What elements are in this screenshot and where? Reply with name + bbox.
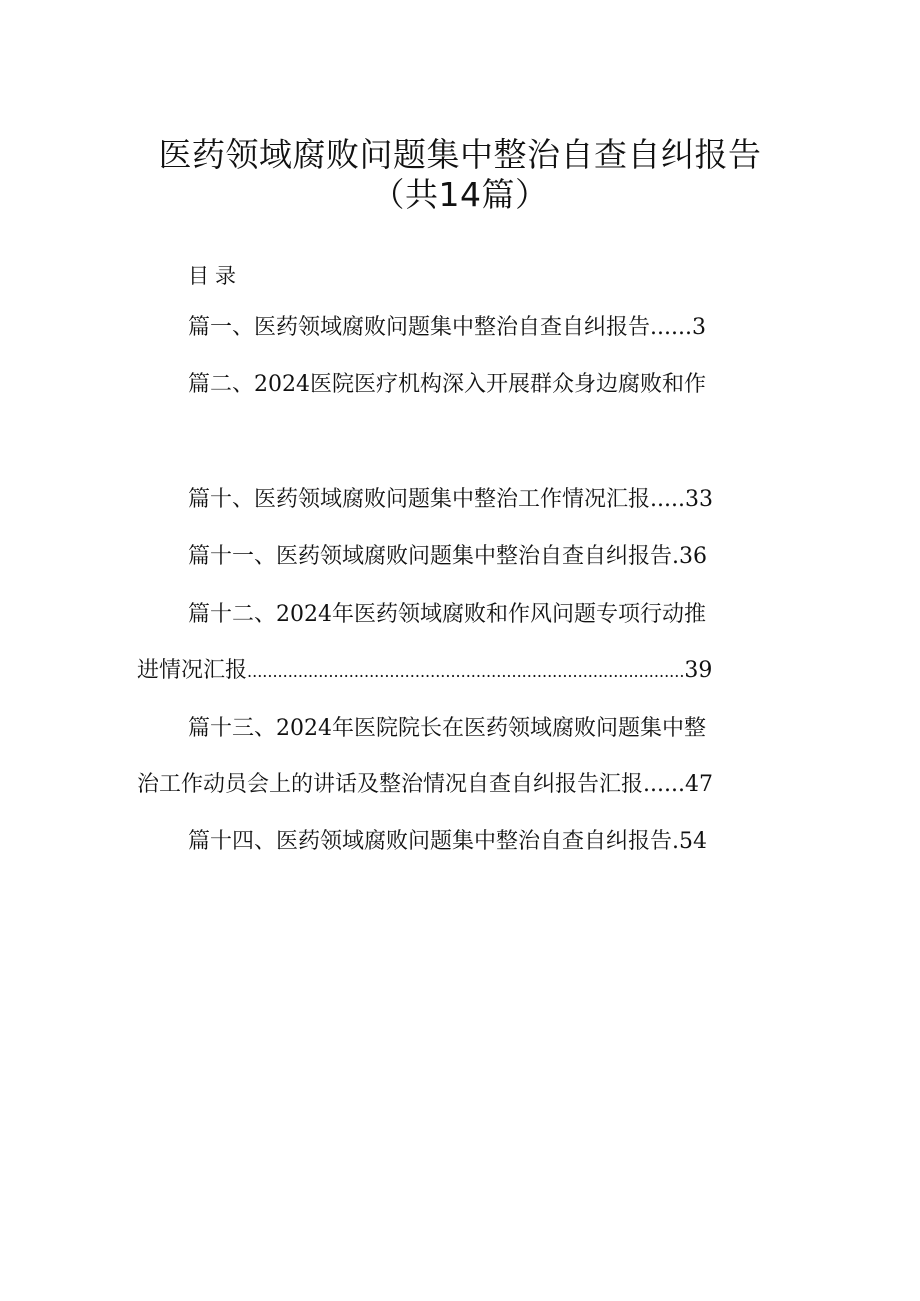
toc-entry[interactable] [188,370,706,400]
toc-entry-page: 54 [679,829,708,854]
toc-entry-leader: ...................................................................................... [247,662,685,681]
toc-entry-page: 39 [684,658,713,683]
toc-entry-text: 篇十、医药领域腐败问题集中整治工作情况汇报 [188,487,651,512]
toc-entry-text: 治工作动员会上的讲话及整治情况自查自纠报告汇报 [137,772,644,797]
toc-entry[interactable] [188,827,707,857]
toc-entry-text: 进情况汇报 [137,658,248,683]
toc-entry[interactable] [188,542,707,572]
toc-entry-page: 33 [684,487,713,512]
toc-heading: 目录 [188,264,242,288]
toc-entry-continuation[interactable] [137,770,713,800]
toc-entry-leader: . [672,829,680,854]
toc-entry[interactable] [188,485,713,515]
toc-entry-text: 篇一、医药领域腐败问题集中整治自查自纠报告 [188,315,651,340]
toc-entry-text: 篇二、2024医院医疗机构深入开展群众身边腐败和作 [188,372,706,397]
toc-entry-continuation[interactable] [137,656,712,687]
toc-entry-page: 47 [684,772,713,797]
toc-entry-text: 篇十四、医药领域腐败问题集中整治自查自纠报告 [188,829,673,854]
toc-entry[interactable] [188,313,706,343]
toc-entry-page: 36 [679,544,708,569]
toc-entry-leader: ...... [650,315,692,340]
toc-entry-text: 篇十一、医药领域腐败问题集中整治自查自纠报告 [188,544,673,569]
toc-entry-leader: ..... [650,487,685,512]
toc-entry-leader: ...... [643,772,685,797]
document-title: 医药领域腐败问题集中整治自查自纠报告 [158,135,762,174]
toc-entry[interactable] [188,600,706,630]
toc-entry-leader: . [672,544,680,569]
toc-entry[interactable] [188,714,706,744]
toc-entry-text: 篇十三、2024年医院院长在医药领域腐败问题集中整 [188,716,706,741]
toc-entry-page: 3 [691,315,706,340]
document-subtitle: （共14篇） [371,175,549,214]
toc-entry-text: 篇十二、2024年医药领域腐败和作风问题专项行动推 [188,602,706,627]
